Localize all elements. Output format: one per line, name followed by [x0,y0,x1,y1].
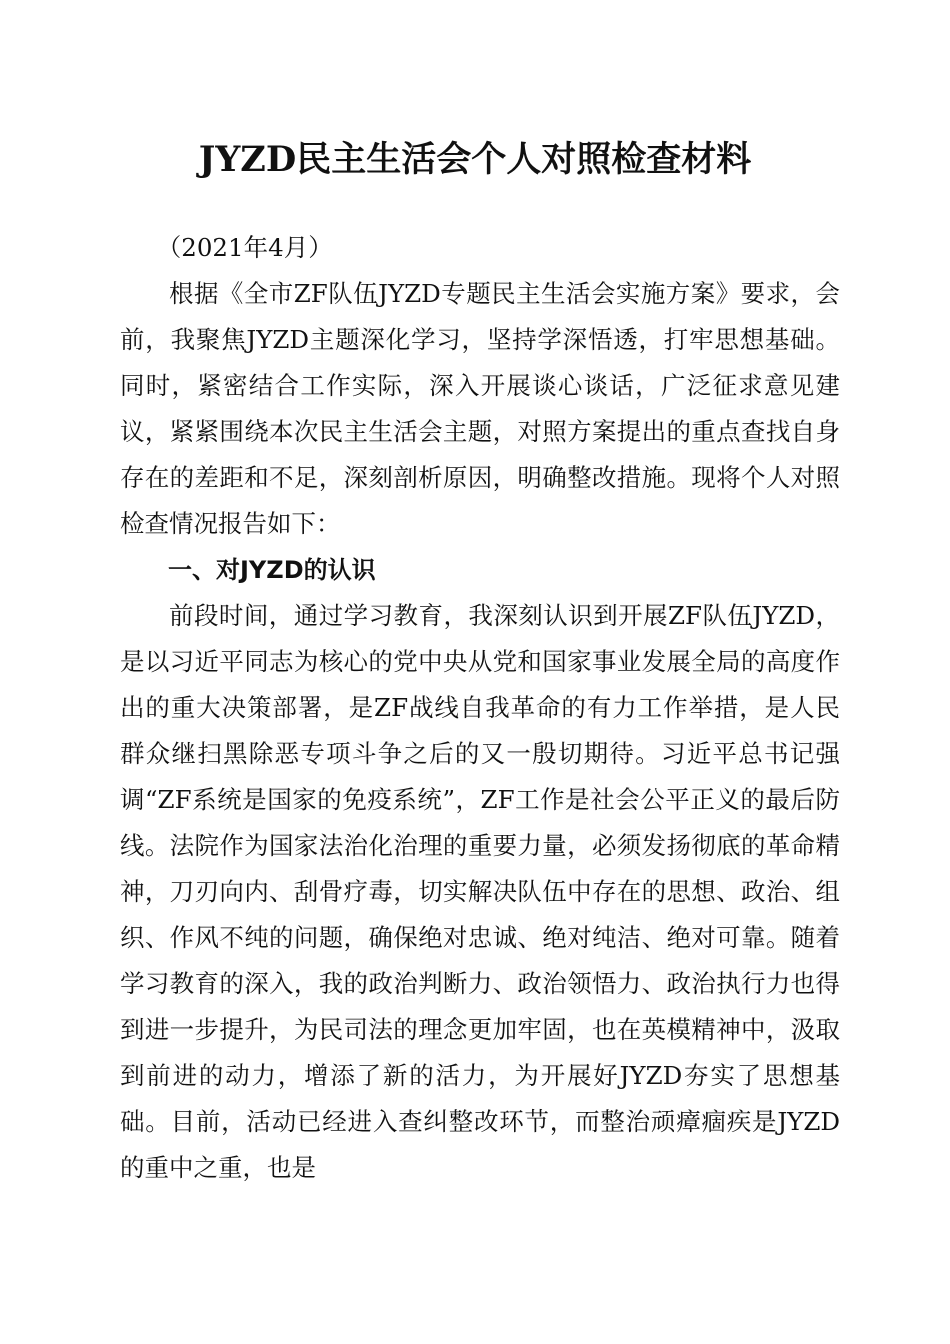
intro-paragraph: 根据《全市ZF队伍JYZD专题民主生活会实施方案》要求，会前，我聚焦JYZD主题深化学习，坚持学深悟透，打牢思想基础。同时，紧密结合工作实际，深入开展谈心谈话，广泛征求意见建议，紧紧围绕本次民主生活会主题，对照方案提出的重点查找自身存在的差距和不足，深刻剖析原因，明确整改措施。现将个人对照检查情况报告如下： [120,279,840,538]
section-paragraph: 前段时间，通过学习教育，我深刻认识到开展ZF队伍JYZD，是以习近平同志为核心的党中央从党和国家事业发展全局的高度作出的重大决策部署，是ZF战线自我革命的有力工作举措，是人民群众继扫黑除恶专项斗争之后的又一殷切期待。习近平总书记强调“ZF系统是国家的免疫系统”，ZF工作是社会公平正义的最后防线。法院作为国家法治化治理的重要力量，必须发扬彻底的革命精神，刀刃向内、刮骨疗毒，切实解决队伍中存在的思想、政治、组织、作风不纯的问题，确保绝对忠诚、绝对纯洁、绝对可靠。随着学习教育的深入，我的政治判断力、政治领悟力、政治执行力也得到进一步提升，为民司法的理念更加牢固，也在英模精神中，汲取到前进的动力，增添了新的活力，为开展好JYZD夯实了思想基础。目前，活动已经进入查纠整改环节，而整治顽瘴痼疾是JYZD的重中之重，也是 [120,601,840,1182]
section-heading: 一、对JYZD的认识 [168,556,376,584]
document-title: JYZD民主生活会个人对照检查材料 [198,139,752,180]
document-body [120,225,840,1191]
document-date: （2021年4月） [156,233,333,262]
